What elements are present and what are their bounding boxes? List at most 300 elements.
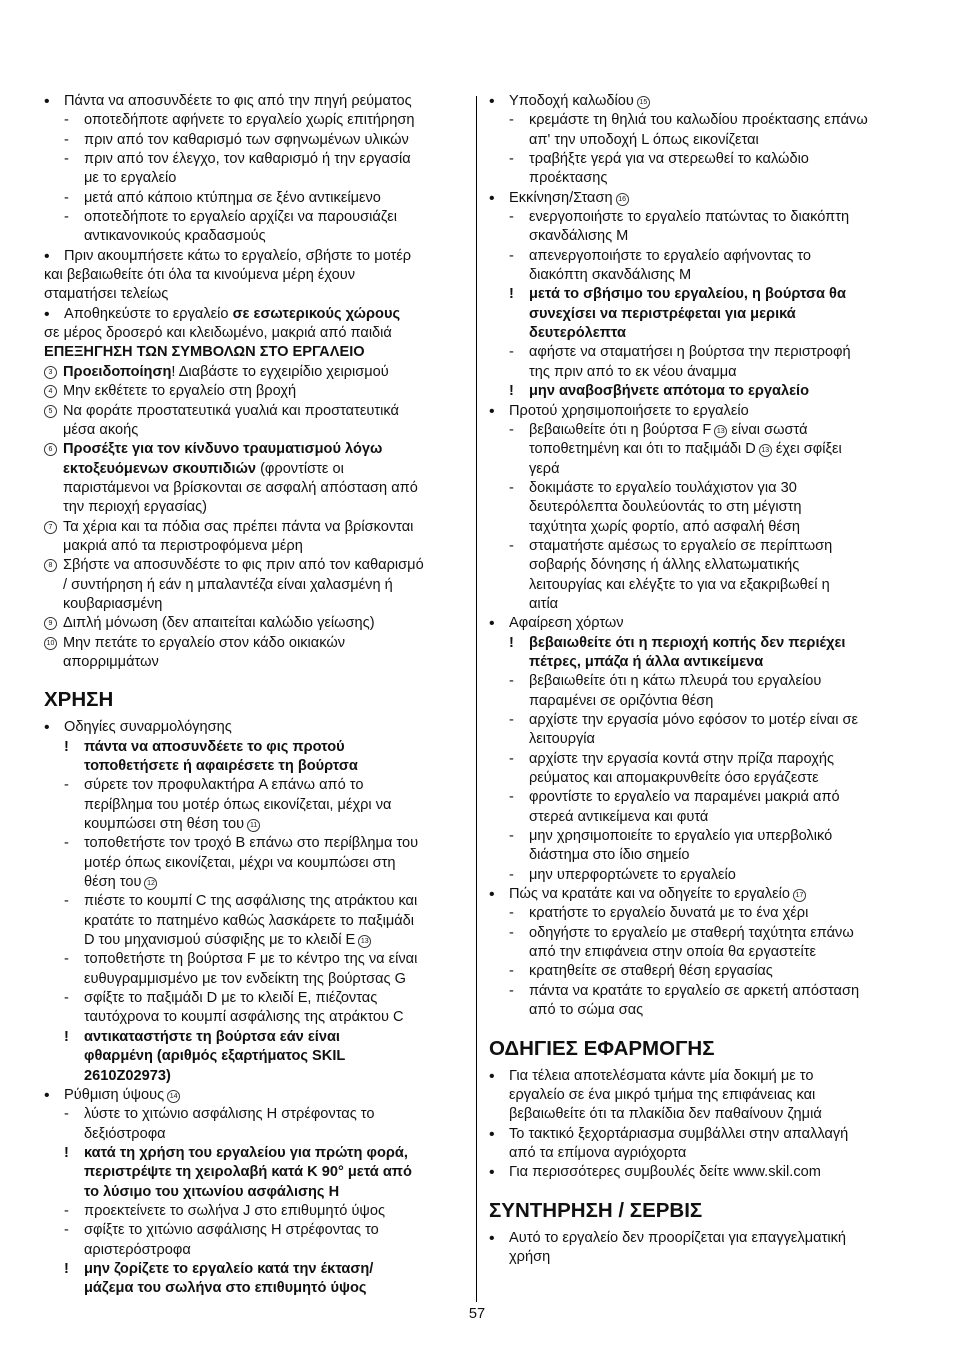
continuation-line (489, 131, 913, 150)
continuation-line (44, 537, 468, 556)
continuation-line (44, 757, 468, 776)
continuation-line (44, 421, 468, 440)
dash-marker: - (64, 835, 69, 852)
circled-number-icon: 13 (759, 444, 772, 457)
dash-item (44, 776, 468, 795)
text: Οδηγίες συναρμολόγησης (64, 719, 232, 736)
dash-marker: - (64, 209, 69, 226)
text: δευτερόλεπτα δουλεύοντάς το στη μέγιστη (529, 499, 802, 516)
text: βεβαιωθείτε ότι η βούρτσα F (529, 421, 712, 438)
bullet-marker: • (489, 886, 495, 904)
circled-number-icon: 10 (44, 637, 57, 650)
bold-text: πέτρες, μπάζα ή άλλα αντικείμενα (529, 653, 764, 670)
bold-text: περιστρέψτε τη χειρολαβή κατά K 90° μετά από (84, 1164, 412, 1181)
dash-marker: - (509, 712, 514, 728)
dash-item (489, 962, 913, 981)
bold-text: συνεχίσει να περιστρέφεται για μερικά (529, 305, 796, 322)
circled-number-icon: 13 (358, 935, 371, 948)
continuation-line (489, 653, 913, 672)
dash-item (489, 150, 913, 169)
text: πριν από τον καθαρισμό των σφηνωμένων υλικών (84, 131, 409, 148)
text: λειτουργίας και ελέγξτε το για να εξακριβωθεί η (529, 576, 830, 593)
bold-text: μετά το σβήσιμο του εργαλείου, η βούρτσα θα (529, 286, 846, 303)
circled-number-icon: 14 (167, 1090, 180, 1103)
text: έχει σφίξει (771, 441, 842, 458)
text: δοκιμάστε το εργαλείο τουλάχιστον για 30 (529, 479, 797, 496)
text: Πώς να κρατάτε και να οδηγείτε το εργαλείο (509, 886, 790, 903)
bold-text: τοποθετήσετε ή αφαιρέσετε τη βούρτσα (84, 758, 358, 774)
dash-item (489, 111, 913, 130)
text: και βεβαιωθείτε ότι όλα τα κινούμενα μέρη έχουν (44, 267, 356, 284)
dash-item (44, 892, 468, 911)
dash-marker: - (509, 924, 514, 941)
text: Πάντα να αποσυνδέετε το φις από την πηγή ρεύματος (64, 93, 412, 109)
bullet-marker: • (489, 189, 495, 207)
continuation-line (489, 324, 913, 343)
continuation-line (489, 1105, 913, 1124)
text: μακριά από τα περιστροφόμενα μέρη (63, 537, 303, 554)
text: ταυτόχρονα το κουμπί ασφάλισης της ατράκτου C (84, 1009, 404, 1026)
bullet-item (489, 885, 913, 904)
dash-marker: - (64, 990, 69, 1007)
continuation-line (489, 518, 913, 537)
continuation-line (489, 692, 913, 711)
text: μην υπερφορτώνετε το εργαλείο (529, 866, 736, 883)
plain-line (44, 266, 468, 285)
circled-number-icon: 5 (44, 405, 57, 418)
text: περίβλημα του μοτέρ όπως εικονίζεται, μέχρι να (84, 796, 392, 813)
continuation-line (44, 653, 468, 672)
text: λειτουργία (529, 731, 595, 748)
text: ενεργοποιήστε το εργαλείο πατώντας το διακόπτη (529, 209, 850, 226)
dash-item (489, 479, 913, 498)
dash-marker: - (64, 777, 69, 794)
bullet-item (489, 1067, 913, 1086)
warning-item (489, 285, 913, 304)
bullet-item (44, 718, 468, 737)
text: ΣΥΝΤΗΡΗΣΗ / ΣΕΡΒΙΣ (489, 1198, 703, 1222)
dash-marker: - (64, 112, 69, 129)
continuation-line (489, 1248, 913, 1267)
symbol-item (44, 634, 468, 653)
text: φροντίστε το εργαλείο να παραμένει μακριά από (529, 789, 840, 806)
text: τοποθετημένη και ότι το παξιμάδι D (529, 441, 756, 458)
warning-marker: ! (64, 1260, 69, 1277)
circled-number-icon: 4 (44, 385, 57, 398)
dash-item (489, 537, 913, 556)
text: με το εργαλείο (84, 170, 177, 187)
text: στερεά αντικείμενα και φυτά (529, 808, 709, 825)
dash-marker: - (509, 750, 514, 767)
warning-item (489, 382, 913, 401)
continuation-line (489, 808, 913, 827)
text: παραμένει σε οριζόντια θέση (529, 692, 714, 709)
text: Αφαίρεση χόρτων (509, 615, 624, 632)
circled-number-icon: 9 (44, 617, 57, 630)
dash-marker: - (509, 828, 514, 845)
text: αντικανονικούς κραδασμούς (84, 228, 266, 245)
bold-text: 2610Z02973) (84, 1067, 171, 1084)
dash-marker: - (509, 151, 514, 168)
dash-marker: - (64, 893, 69, 910)
continuation-line (44, 912, 468, 931)
symbol-item (44, 402, 468, 421)
dash-item (44, 208, 468, 227)
continuation-line (44, 970, 468, 989)
dash-marker: - (509, 479, 514, 496)
bold-text: αντικαταστήστε τη βούρτσα εάν είναι (84, 1028, 340, 1045)
dash-marker: - (509, 112, 514, 129)
text: πριν από τον έλεγχο, τον καθαρισμό ή την εργασία (84, 151, 411, 168)
text: σφίξτε το παξιμάδι D με το κλειδί E, πιέζοντας (84, 990, 378, 1007)
text: Σβήστε να αποσυνδέστε το φις πριν από τον καθαρισμό (63, 557, 424, 574)
subheading (44, 343, 468, 362)
continuation-line (489, 595, 913, 614)
continuation-line (489, 943, 913, 962)
circled-number-icon: 13 (714, 425, 727, 438)
text: αφήστε να σταματήσει η βούρτσα την περιστροφή (529, 344, 851, 361)
dash-item (489, 247, 913, 266)
text: Εκκίνηση/Σταση (509, 189, 613, 206)
bullet-item (44, 1086, 468, 1105)
bullet-marker: • (44, 305, 50, 323)
text: Για περισσότερες συμβουλές δείτε www.skil.com (509, 1164, 821, 1181)
bullet-marker: • (44, 247, 50, 265)
bold-text: σε εσωτερικούς χώρους (232, 305, 401, 322)
section-heading (489, 1037, 913, 1061)
dash-marker: - (64, 951, 69, 968)
bold-text: βεβαιωθείτε ότι η περιοχή κοπής δεν περιέχει (529, 634, 846, 651)
text: κρατηθείτε σε σταθερή θέση εργασίας (529, 963, 773, 980)
bullet-item (489, 92, 913, 111)
continuation-line (489, 169, 913, 188)
bullet-item (489, 1229, 913, 1248)
dash-item (44, 1202, 468, 1221)
bold-text: δευτερόλεπτα (529, 325, 626, 342)
continuation-line (489, 1086, 913, 1105)
text: σύρετε τον προφυλακτήρα A επάνω από το (84, 777, 364, 794)
warning-item (489, 634, 913, 653)
continuation-line (489, 1001, 913, 1020)
text: Μην εκθέτετε το εργαλείο στη βροχή (63, 383, 297, 400)
continuation-line (489, 363, 913, 382)
circled-number-icon: 7 (44, 521, 57, 534)
dash-item (489, 208, 913, 227)
text: λύστε το χιτώνιο ασφάλισης H στρέφοντας το (84, 1106, 375, 1123)
continuation-line (44, 227, 468, 246)
circled-number-icon: 17 (793, 889, 806, 902)
dash-item (44, 834, 468, 853)
left-column (44, 92, 468, 1299)
right-column (489, 92, 913, 1267)
dash-item (44, 1221, 468, 1240)
text: κουβαριασμένη (63, 595, 163, 612)
text: κρατήστε το εργαλείο δυνατά με το ένα χέρι (529, 905, 809, 922)
circled-number-icon: 11 (247, 819, 260, 832)
text: πάντα να κρατάτε το εργαλείο σε αρκετή απόσταση (529, 982, 860, 999)
continuation-line (44, 854, 468, 873)
text: τοποθετήστε τη βούρτσα F με το κέντρο της να είναι (84, 951, 418, 968)
text: από το σώμα σας (529, 1002, 644, 1019)
bullet-marker: • (489, 1164, 495, 1182)
dash-marker: - (64, 131, 69, 148)
dash-marker: - (509, 247, 514, 264)
text: αρχίστε την εργασία κοντά στην πρίζα παροχής (529, 750, 835, 767)
text: μην χρησιμοποιείτε το εργαλείο για υπερβολικό (529, 828, 833, 845)
text: ΕΠΕΞΗΓΗΣΗ ΤΩΝ ΣΥΜΒΟΛΩΝ ΣΤΟ ΕΡΓΑΛΕΙΟ (44, 344, 365, 361)
dash-item (489, 924, 913, 943)
text: Για τέλεια αποτελέσματα κάντε μία δοκιμή με το (509, 1067, 814, 1084)
text: εργαλείο σε ένα μικρό τμήμα της επιφάνειας και (509, 1086, 816, 1103)
text: σοβαρής δόνησης ή άλλης ελλατωματικής (529, 557, 800, 574)
page-number: 57 (468, 1306, 486, 1322)
circled-number-icon: 6 (44, 443, 57, 456)
text: μοτέρ όπως εικονίζεται, μέχρι να κουμπώσει στη (84, 854, 396, 871)
continuation-line (44, 1008, 468, 1027)
dash-item (44, 111, 468, 130)
dash-marker: - (64, 189, 69, 206)
warning-item (44, 1260, 468, 1279)
dash-item (44, 189, 468, 208)
text: Τα χέρια και τα πόδια σας πρέπει πάντα να βρίσκονται (63, 518, 414, 535)
text: είναι σωστά (727, 421, 808, 438)
text: απ' την υποδοχή L όπως εικονίζεται (529, 131, 759, 148)
dash-item (489, 750, 913, 769)
continuation-line (44, 498, 468, 517)
text: διακόπτη σκανδάλισης M (529, 267, 692, 284)
warning-marker: ! (64, 1144, 69, 1161)
continuation-line (489, 769, 913, 788)
spacer (44, 672, 468, 688)
warning-item (44, 1028, 468, 1047)
warning-item (44, 738, 468, 757)
continuation-line (44, 1125, 468, 1144)
dash-item (489, 421, 913, 440)
text: Αποθηκεύστε το εργαλείο (64, 305, 233, 322)
circled-number-icon: 16 (616, 193, 629, 206)
bullet-item (489, 1163, 913, 1182)
bullet-marker: • (489, 615, 495, 633)
text: D του μηχανισμού σύσφιξης με το κλειδί E (84, 932, 356, 949)
text: απορριμμάτων (63, 653, 159, 670)
continuation-line (44, 1279, 468, 1298)
circled-number-icon: 15 (637, 96, 650, 109)
continuation-line (489, 556, 913, 575)
bold-text: φθαρμένη (αριθμός εξαρτήματος SKIL (84, 1048, 346, 1065)
text: από την επιφάνεια στην οποία θα εργαστείτε (529, 944, 816, 961)
dash-item (489, 711, 913, 730)
dash-item (44, 950, 468, 969)
text: οποτεδήποτε το εργαλείο αρχίζει να παρουσιάζει (84, 209, 398, 226)
dash-marker: - (509, 982, 514, 999)
dash-marker: - (64, 1202, 69, 1219)
continuation-line (44, 595, 468, 614)
continuation-line (44, 1067, 468, 1086)
bullet-marker: • (489, 93, 495, 110)
warning-marker: ! (64, 1028, 69, 1045)
text: Μην πετάτε το εργαλείο στον κάδο οικιακών (63, 634, 346, 651)
text: ΧΡΗΣΗ (44, 688, 114, 712)
column-divider (476, 96, 477, 1302)
text: προέκτασης (529, 170, 608, 187)
continuation-line (44, 1241, 468, 1260)
text: ταχύτητα χωρίς φορτίο, από ασφαλή θέση (529, 518, 801, 535)
text: βεβαιωθείτε ότι η κάτω πλευρά του εργαλείου (529, 673, 822, 690)
text: προεκτείνετε το σωλήνα J στο επιθυμητό ύψος (84, 1202, 385, 1219)
dash-marker: - (509, 789, 514, 806)
dash-marker: - (509, 963, 514, 980)
continuation-line (44, 479, 468, 498)
plain-line (44, 324, 468, 343)
dash-marker: - (509, 905, 514, 922)
bullet-item (489, 1125, 913, 1144)
dash-item (489, 788, 913, 807)
bold-text: μην ζορίζετε το εργαλείο κατά την έκταση/ (84, 1260, 374, 1277)
text: σκανδάλισης M (529, 228, 629, 245)
text: ΟΔΗΓΙΕΣ ΕΦΑΡΜΟΓΗΣ (489, 1036, 715, 1060)
text: Ρύθμιση ύψους (64, 1086, 165, 1103)
text: αριστερόστροφα (84, 1241, 191, 1258)
symbol-item (44, 363, 468, 382)
text: αρχίστε την εργασία μόνο εφόσον το μοτέρ είναι σε (529, 712, 859, 728)
dash-marker: - (509, 673, 514, 690)
continuation-line (489, 846, 913, 865)
bullet-item (44, 305, 468, 324)
warning-marker: ! (509, 383, 514, 400)
circled-number-icon: 12 (144, 877, 157, 890)
warning-marker: ! (509, 286, 514, 303)
bold-text: μάζεμα του σωλήνα στο επιθυμητό ύψος (84, 1280, 367, 1297)
text: χρήση (509, 1248, 551, 1265)
continuation-line (44, 460, 468, 479)
dash-marker: - (64, 151, 69, 168)
dash-item (44, 150, 468, 169)
text: της πριν από το εκ νέου άναμμα (529, 363, 737, 380)
dash-item (489, 866, 913, 885)
dash-marker: - (509, 209, 514, 226)
text: οποτεδήποτε αφήνετε το εργαλείο χωρίς επιτήρηση (84, 112, 415, 129)
spacer (489, 1021, 913, 1037)
dash-marker: - (509, 344, 514, 361)
dash-item (44, 1105, 468, 1124)
continuation-line (44, 1163, 468, 1182)
text: από τα επίμονα αγριόχορτα (509, 1144, 687, 1161)
bold-text: Προσέξτε για τον κίνδυνο τραυματισμού λόγω (63, 441, 383, 458)
symbol-item (44, 614, 468, 633)
text: Το τακτικό ξεχορτάριασμα συμβάλλει στην απαλλαγή (509, 1125, 849, 1142)
bold-text: εκτοξευόμενων σκουπιδιών (63, 460, 257, 477)
text: κουμπώσει στη θέση του (84, 816, 245, 833)
bullet-marker: • (44, 719, 50, 737)
continuation-line (44, 873, 468, 892)
text: σφίξτε το χιτώνιο ασφάλισης H στρέφοντας το (84, 1222, 379, 1239)
text: βεβαιωθείτε ότι τα πλακίδια δεν παθαίνουν ζημιά (509, 1106, 822, 1123)
continuation-line (489, 730, 913, 749)
text: σε μέρος δροσερό και κλειδωμένο, μακριά από παιδιά (44, 325, 392, 342)
text: ρεύματος και απομακρυνθείτε όσο εργάζεστε (529, 770, 819, 787)
dash-marker: - (509, 421, 514, 438)
continuation-line (489, 227, 913, 246)
bold-text: Προειδοποίηση (63, 363, 172, 380)
warning-item (44, 1144, 468, 1163)
section-heading (44, 688, 468, 712)
continuation-line (489, 576, 913, 595)
text: Υποδοχή καλωδίου (509, 93, 634, 109)
bold-text: το λύσιμο του χιτωνίου ασφάλισης H (84, 1183, 340, 1200)
bullet-item (489, 189, 913, 208)
text: κρατάτε το πατημένο καθώς λασκάρετε το παξιμάδι (84, 912, 415, 929)
text: ! Διαβάστε το εγχειρίδιο χειρισμού (171, 363, 389, 380)
bold-text: μην αναβοσβήνετε απότομα το εργαλείο (529, 383, 809, 400)
text: κρεμάστε τη θηλιά του καλωδίου προέκτασης επάνω (529, 112, 868, 129)
plain-line (44, 285, 468, 304)
dash-marker: - (64, 1106, 69, 1123)
bullet-marker: • (489, 1067, 495, 1085)
text: παριστάμενοι να βρίσκονται σε ασφαλή απόσταση από (63, 479, 418, 496)
bullet-item (489, 614, 913, 633)
symbol-item (44, 440, 468, 459)
symbol-item (44, 556, 468, 575)
text: Να φοράτε προστατευτικά γυαλιά και προστατευτικά (63, 402, 399, 419)
text: μέσα ακοής (63, 421, 139, 438)
dash-item (489, 343, 913, 362)
dash-marker: - (509, 537, 514, 554)
text: ευθυγραμμισμένο με τον ενδείκτη της βούρτσας G (84, 970, 406, 987)
warning-marker: ! (509, 634, 514, 651)
continuation-line (44, 576, 468, 595)
text: γερά (529, 460, 560, 477)
text: απενεργοποιήστε το εργαλείο αφήνοντας το (529, 247, 811, 264)
continuation-line (44, 815, 468, 834)
continuation-line (44, 1047, 468, 1066)
dash-item (489, 672, 913, 691)
text: Διπλή μόνωση (δεν απαιτείται καλώδιο γείωσης) (63, 615, 375, 632)
bullet-item (44, 92, 468, 111)
dash-marker: - (509, 866, 514, 883)
text: πιέστε το κουμπί C της ασφάλισης της ατράκτου και (84, 893, 418, 910)
text: τοποθετήστε τον τροχό B επάνω στο περίβλημα του (84, 835, 419, 852)
continuation-line (44, 169, 468, 188)
dash-item (44, 989, 468, 1008)
section-heading (489, 1199, 913, 1223)
bullet-marker: • (489, 402, 495, 420)
dash-item (489, 827, 913, 846)
text: σταματήστε αμέσως το εργαλείο σε περίπτωση (529, 537, 833, 554)
continuation-line (489, 460, 913, 479)
text: δεξιόστροφα (84, 1125, 166, 1142)
continuation-line (44, 931, 468, 950)
symbol-item (44, 382, 468, 401)
text: / συντήρηση ή εάν η μπαλαντέζα είναι χαλασμένη ή (63, 576, 393, 593)
text: μετά από κάποιο κτύπημα σε ξένο αντικείμενο (84, 189, 381, 206)
continuation-line (489, 266, 913, 285)
text: θέση του (84, 874, 142, 891)
text: αιτία (529, 595, 559, 612)
continuation-line (44, 1183, 468, 1202)
dash-item (489, 904, 913, 923)
circled-number-icon: 3 (44, 366, 57, 379)
continuation-line (489, 305, 913, 324)
text: Πριν ακουμπήσετε κάτω το εργαλείο, σβήστε το μοτέρ (64, 247, 412, 264)
bold-text: κατά τη χρήση του εργαλείου για πρώτη φορά, (84, 1144, 408, 1161)
dash-item (44, 131, 468, 150)
bullet-item (44, 247, 468, 266)
spacer (489, 1183, 913, 1199)
circled-number-icon: 8 (44, 559, 57, 572)
bullet-marker: • (44, 93, 50, 110)
dash-item (489, 982, 913, 1001)
dash-marker: - (64, 1222, 69, 1239)
